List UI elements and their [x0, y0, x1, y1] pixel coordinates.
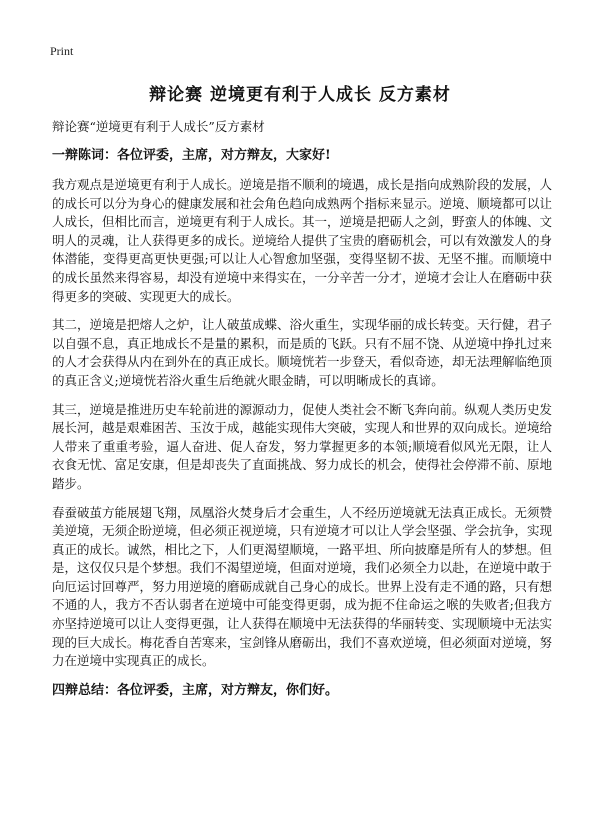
- document-subtitle: 辩论赛“逆境更有利于人成长”反方素材: [52, 119, 265, 134]
- page-title: 辩论赛 逆境更有利于人成长 反方素材: [149, 85, 451, 105]
- first-speaker-heading: 一辩陈词：各位评委，主席，对方辩友，大家好!: [52, 148, 331, 163]
- paragraph-4: 春蚕破茧方能展翅飞翔，凤凰浴火焚身后才会重生，人不经历逆境就无法真正成长。无须赞美逆境，无须企盼逆境，但必须正视逆境，只有逆境才可以让人学会坚强、学会抗争，实现真正的成长。诚然，相比之下，人们更渴望顺境，一路平坦、所向披靡是所有人的梦想。但是，这仅仅只是个梦想。我们不渴望逆境，但面对逆境，我们必须全力以赴，在逆境中敢于向厄运讨回尊严，努力用逆境的磨砺成就自己身心的成长。世界上没有走不通的路，只有想不通的人，我方不否认弱者在逆境中可能变得更弱，成为扼不住命运之喉的失败者;但我方亦坚持逆境可以让人变得更强，让人获得在顺境中无法获得的华丽转变、实现顺境中无法实现的巨大成长。梅花香自苦寒来，宝剑锋从磨砺出，我们不喜欢逆境，但必须面对逆境，努力在逆境中实现真正的成长。: [52, 504, 553, 669]
- fourth-speaker-heading: 四辩总结：各位评委，主席，对方辩友，你们好。: [52, 682, 339, 698]
- print-link[interactable]: Print: [50, 44, 74, 58]
- document-body: [52, 118, 552, 711]
- paragraph-2: 其二，逆境是把熔人之炉，让人破茧成蝶、浴火重生，实现华丽的成长转变。天行健，君子以自强不息，真正地成长不是量的累积，而是质的飞跃。只有不屈不饶、从逆境中挣扎过来的人才会获得从内在到外在的真正成长。顺境恍若一步登天，看似奇迹，却无法理解临绝顶的真正含义;逆境恍若浴火重生后绝就火眼金睛，可以明晰成长的真谛。: [52, 317, 553, 388]
- paragraph-1: 我方观点是逆境更有利于人成长。逆境是指不顺利的境遇，成长是指向成熟阶段的发展，人的成长可以分为身心的健康发展和社会角色趋向成熟两个指标来显示。逆境、顺境都可以让人成长，但相比而言，逆境更有利于人成长。其一，逆境是把砺人之剑，野蛮人的体魄、文明人的灵魂，让人获得更多的成长。逆境给人提供了宝贵的磨砺机会，可以有效激发人的身体潜能，变得更高更快更强;可以让人心智愈加坚强，变得坚韧不拔、无坚不摧。而顺境中的成长虽然来得容易，却没有逆境中来得实在，一分辛苦一分才，逆境才会让人在磨砺中获得更多的突破、实现更大的成长。: [52, 177, 553, 304]
- paragraph-3: 其三，逆境是推进历史车轮前进的源源动力，促使人类社会不断飞奔向前。纵观人类历史发展长河，越是艰难困苦、玉汝于成，越能实现伟大突破，实现人和世界的双向成长。逆境给人带来了重重考验，逼人奋进、促人奋发，努力掌握更多的本领;顺境看似风光无限，让人衣食无忧、富足安康，但是却丧失了直面挑战、努力成长的机会，使得社会停滞不前、原地踏步。: [52, 401, 553, 491]
